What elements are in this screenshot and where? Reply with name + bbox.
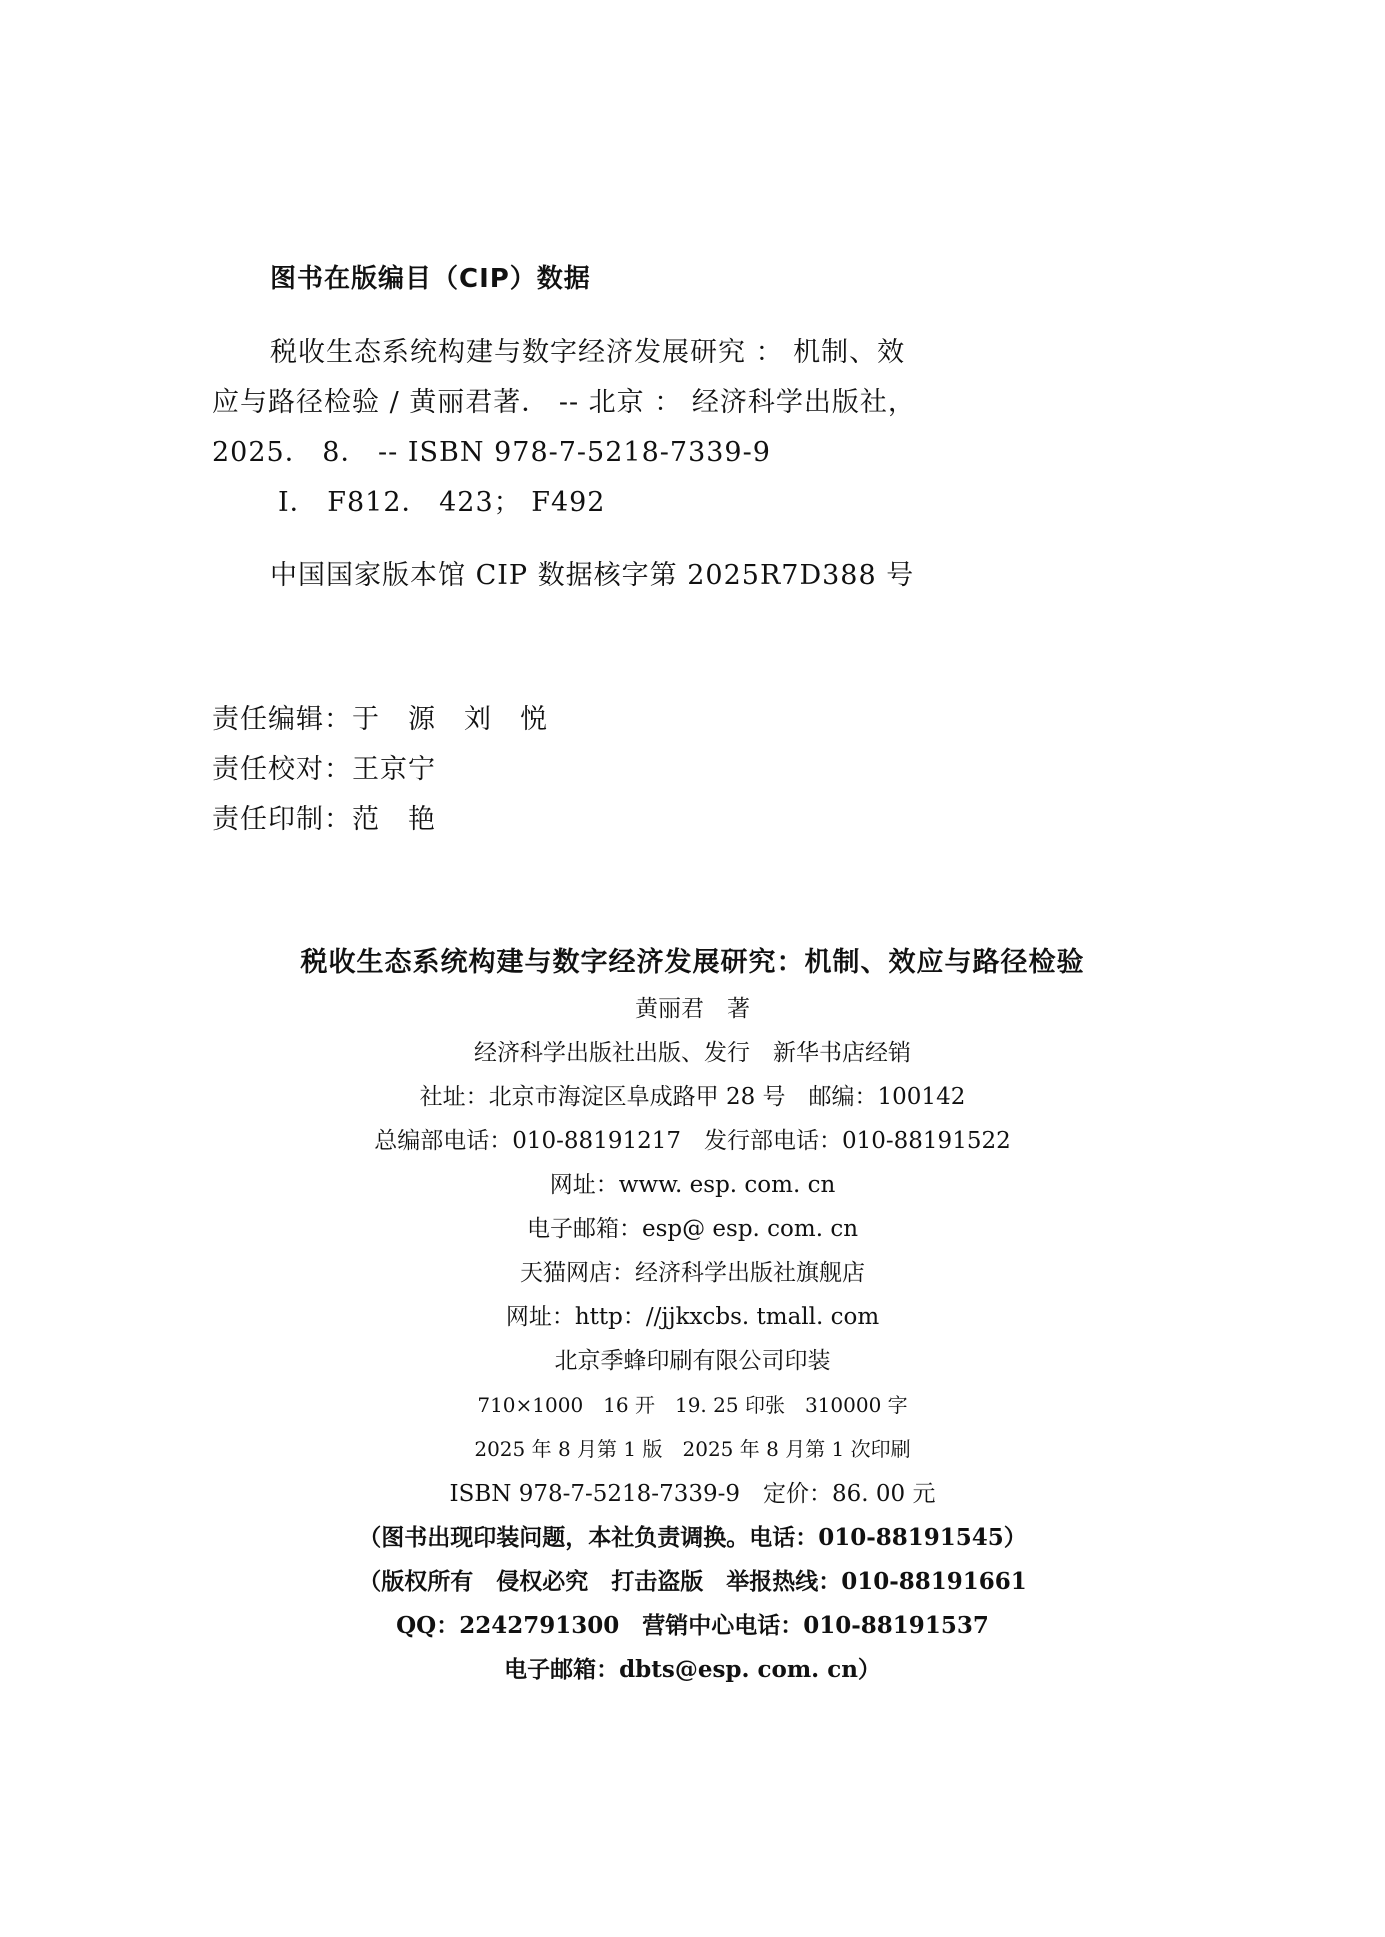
colophon-edition: 2025 年 8 月第 1 版 2025 年 8 月第 1 次印刷 bbox=[474, 1437, 911, 1461]
colophon-specs: 710×1000 16 开 19. 25 印张 310000 字 bbox=[477, 1393, 908, 1417]
credit-printing bbox=[212, 797, 436, 836]
credit-printing-value: 范 艳 bbox=[352, 804, 436, 835]
cip-line-1: 税收生态系统构建与数字经济发展研究 ： 机制、效 bbox=[270, 337, 906, 368]
cip-library-number: 中国国家版本馆 CIP 数据核字第 2025R7D388 号 bbox=[270, 560, 915, 591]
colophon-author: 黄丽君 著 bbox=[635, 996, 750, 1022]
credit-proofreader-value: 王京宁 bbox=[352, 754, 436, 785]
colophon-email: 电子邮箱：esp@ esp. com. cn bbox=[526, 1216, 859, 1242]
colophon-isbn-price: ISBN 978-7-5218-7339-9 定价：86. 00 元 bbox=[449, 1481, 936, 1507]
colophon-address: 社址：北京市海淀区阜成路甲 28 号 邮编：100142 bbox=[419, 1084, 966, 1110]
colophon-printer: 北京季蜂印刷有限公司印装 bbox=[554, 1348, 831, 1374]
colophon-phones: 总编部电话：010-88191217 发行部电话：010-88191522 bbox=[374, 1128, 1011, 1154]
colophon-notice-replacement: （图书出现印装问题，本社负责调换。电话：010-88191545） bbox=[358, 1524, 1027, 1551]
colophon-notice-copyright: （版权所有 侵权必究 打击盗版 举报热线：010-88191661 bbox=[358, 1568, 1027, 1595]
credit-printing-label: 责任印制： bbox=[212, 804, 352, 835]
colophon-publisher: 经济科学出版社出版、发行 新华书店经销 bbox=[474, 1040, 911, 1066]
cip-heading: 图书在版编目（CIP）数据 bbox=[270, 264, 591, 294]
credit-editor-label: 责任编辑： bbox=[212, 704, 352, 735]
colophon-title: 税收生态系统构建与数字经济发展研究：机制、效应与路径检验 bbox=[300, 947, 1085, 978]
colophon-tmall-store: 天猫网店：经济科学出版社旗舰店 bbox=[520, 1260, 865, 1286]
credit-editor bbox=[212, 697, 548, 736]
colophon-notice-qq: QQ：2242791300 营销中心电话：010-88191537 bbox=[396, 1612, 989, 1639]
cip-classification: Ⅰ． F812． 423； F492 bbox=[278, 487, 606, 518]
credit-proofreader-label: 责任校对： bbox=[212, 754, 352, 785]
cip-line-2: 应与路径检验 / 黄丽君著． -- 北京 ： 经济科学出版社， bbox=[212, 387, 916, 418]
colophon-website: 网址：www. esp. com. cn bbox=[549, 1172, 836, 1198]
colophon-tmall-url: 网址：http：//jjkxcbs. tmall. com bbox=[505, 1304, 880, 1330]
credit-editor-value: 于 源 刘 悦 bbox=[352, 704, 548, 735]
cip-line-3: 2025． 8． -- ISBN 978-7-5218-7339-9 bbox=[212, 437, 771, 468]
colophon-notice-email: 电子邮箱：dbts@esp. com. cn） bbox=[504, 1656, 881, 1683]
credit-proofreader bbox=[212, 747, 436, 786]
